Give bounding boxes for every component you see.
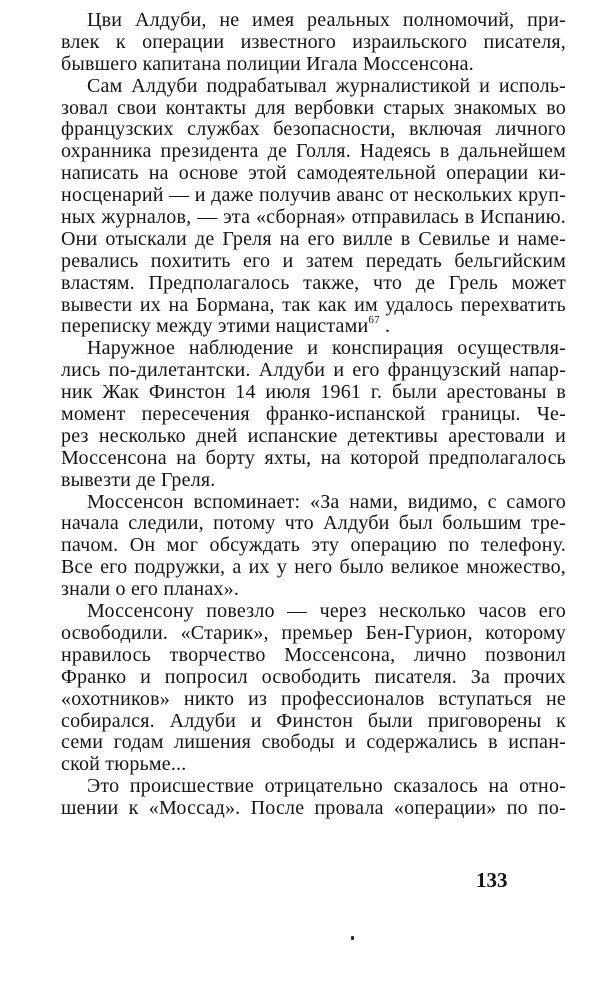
line-text: ных журналов, — эта «сборная» отправилась в Испанию. <box>61 206 566 229</box>
paragraph <box>61 10 566 76</box>
text-line <box>61 732 566 754</box>
text-line <box>61 10 566 32</box>
line-text: знали о его планах». <box>61 578 240 601</box>
line-text: семи годам лишения свободы и содержались в испан- <box>61 731 566 754</box>
paragraph <box>61 776 566 820</box>
line-text: пачом. Он мог обсуждать эту операцию по телефону. <box>61 534 566 557</box>
line-text: Моссенсону повезло — через несколько часов его <box>87 600 566 623</box>
text-line <box>61 338 566 360</box>
text-line <box>61 645 566 667</box>
text-line <box>61 535 566 557</box>
text-line <box>61 76 566 98</box>
text-line <box>61 601 566 623</box>
text-line <box>61 273 566 295</box>
line-text: рез несколько дней испанские детективы арестовали и <box>61 424 566 447</box>
line-text: Франко и попросил освободить писателя. За прочих <box>61 665 566 688</box>
text-line <box>61 448 566 470</box>
line-text: Это происшествие отрицательно сказалось на отно- <box>87 775 566 798</box>
text-line <box>61 798 566 820</box>
line-text: Цви Алдуби, не имея реальных полномочий, при- <box>87 9 566 31</box>
text-line <box>61 251 566 273</box>
line-text: «охотников» никто из профессионалов вступаться не <box>61 687 566 710</box>
text-line <box>61 579 566 601</box>
footnote-reference: 67 <box>368 314 380 327</box>
line-text: властям. Предполагалось также, что де Грель может <box>61 271 566 294</box>
line-text: Моссенсона на борту яхты, на которой предполагалось <box>61 446 566 469</box>
paragraph <box>61 492 566 601</box>
line-text: ревались похитить его и затем передать бельгийским <box>61 249 566 272</box>
text-line <box>61 711 566 733</box>
line-text: собирался. Алдуби и Финстон были приговорены к <box>61 709 566 732</box>
paragraph <box>61 338 566 491</box>
line-text: охранника президента де Голля. Надеясь в дальнейшем <box>61 140 566 163</box>
line-text: начала следили, потому что Алдуби был большим тре- <box>61 512 566 535</box>
text-line <box>61 426 566 448</box>
line-text: носценарий — и даже получив аванс от нескольких круп- <box>61 184 566 207</box>
line-text: вывести их на Бормана, так как им удалось перехватить <box>61 293 566 316</box>
paragraph <box>61 76 566 339</box>
text-line <box>61 316 566 338</box>
line-text: Моссенсон вспоминает: «За нами, видимо, с самого <box>87 490 566 513</box>
text-line <box>61 119 566 141</box>
text-line <box>61 229 566 251</box>
text-line <box>61 557 566 579</box>
text-line <box>61 776 566 798</box>
line-text: ской тюрьме... <box>61 753 187 776</box>
text-line <box>61 207 566 229</box>
text-line <box>61 141 566 163</box>
line-text: бывшего капитана полиции Игала Моссенсона. <box>61 52 474 75</box>
text-line <box>61 360 566 382</box>
text-line <box>61 163 566 185</box>
line-text: переписку между этими нацистами <box>61 315 369 338</box>
line-text: Они отыскали де Греля на его вилле в Севилье и наме- <box>61 227 566 250</box>
text-line <box>61 185 566 207</box>
line-text: зовал свои контакты для вербовки старых знакомых во <box>61 96 566 119</box>
text-line <box>61 492 566 514</box>
line-text: вывезти де Греля. <box>61 468 216 491</box>
text-line <box>61 513 566 535</box>
page-body-text <box>61 10 566 820</box>
text-line <box>61 754 566 776</box>
text-line <box>61 470 566 492</box>
line-text: влек к операции известного израильского писателя, <box>61 30 566 53</box>
line-text: ник Жак Финстон 14 июля 1961 г. были арестованы в <box>61 381 566 404</box>
line-text: Все его подружки, а их у него было великое множество, <box>61 556 566 579</box>
line-text: освободили. «Старик», премьер Бен-Гурион, которому <box>61 621 566 644</box>
text-line <box>61 623 566 645</box>
line-text: момент пересечения франко-испанской границы. Че- <box>61 403 566 426</box>
line-trailing-punctuation: . <box>379 315 391 338</box>
line-text: французских службах безопасности, включая личного <box>61 118 566 141</box>
scan-speck <box>351 936 354 940</box>
text-line <box>61 382 566 404</box>
line-text: написать на основе этой самодеятельной операции ки- <box>61 162 566 185</box>
text-line <box>61 54 566 76</box>
line-text: лись по-дилетантски. Алдуби и его французский напар- <box>61 359 566 382</box>
text-line <box>61 32 566 54</box>
paragraph <box>61 601 566 776</box>
line-text: нравилось творчество Моссенсона, лично позвонил <box>61 643 566 666</box>
line-text: Наружное наблюдение и конспирация осуществля- <box>87 337 566 360</box>
line-text: Сам Алдуби подрабатывал журналистикой и исполь- <box>87 74 566 97</box>
text-line <box>61 404 566 426</box>
text-line <box>61 295 566 317</box>
page-number: 133 <box>476 868 508 892</box>
text-line <box>61 667 566 689</box>
text-line <box>61 689 566 711</box>
text-line <box>61 98 566 120</box>
line-text: шении к «Моссад». После провала «операции» по по- <box>61 797 566 820</box>
